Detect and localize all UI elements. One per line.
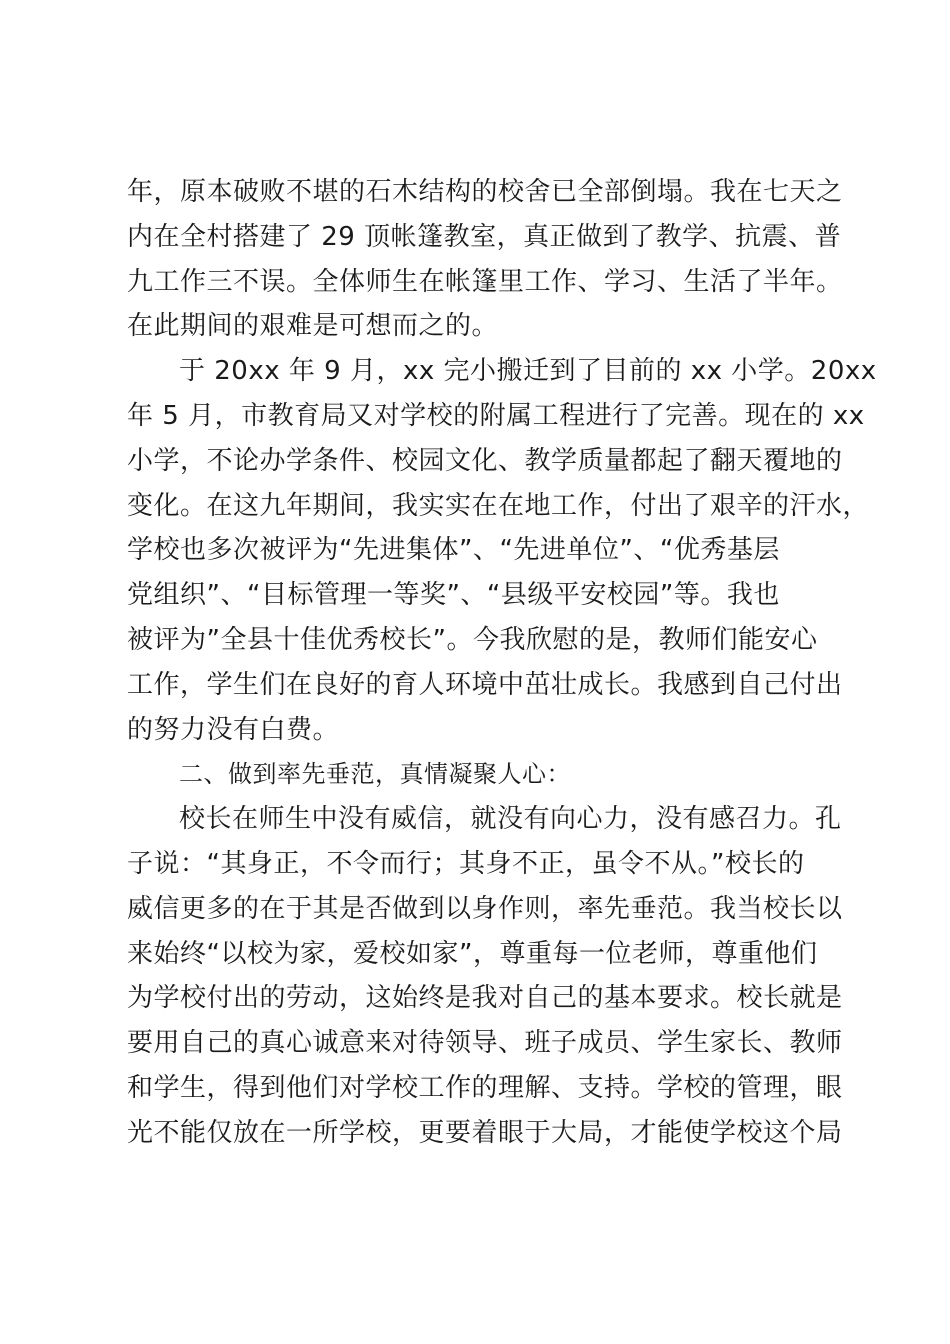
text-line: 年 5 月，市教育局又对学校的附属工程进行了完善。现在的 xx <box>127 400 865 431</box>
text-line: 工作，学生们在良好的育人环境中茁壮成长。我感到自己付出 <box>127 669 843 700</box>
text-line: 子说：“其身正，不令而行；其身不正，虽令不从。”校长的 <box>127 848 805 879</box>
document-body <box>127 170 877 1156</box>
section-heading: 二、做到率先垂范，真情凝聚人心： <box>179 760 571 789</box>
paragraph-first-line: 校长在师生中没有威信，就没有向心力，没有感召力。孔 <box>179 804 842 835</box>
text-line: 变化。在这九年期间，我实实在在地工作，付出了艰辛的汗水， <box>127 490 870 521</box>
text-line: 九工作三不误。全体师生在帐篷里工作、学习、生活了半年。 <box>127 266 843 297</box>
text-line: 在此期间的艰难是可想而之的。 <box>127 311 499 342</box>
text-line: 党组织”、“目标管理一等奖”、“县级平安校园”等。我也 <box>127 580 780 611</box>
text-line: 年，原本破败不堪的石木结构的校舍已全部倒塌。我在七天之 <box>127 177 843 207</box>
paragraph-first-line: 于 20xx 年 9 月，xx 完小搬迁到了目前的 xx 小学。20xx <box>179 356 877 387</box>
text-line: 来始终“以校为家，爱校如家”，尊重每一位老师，尊重他们 <box>127 938 818 969</box>
text-line: 的努力没有白费。 <box>127 714 340 745</box>
text-line: 威信更多的在于其是否做到以身作则，率先垂范。我当校长以 <box>127 893 843 924</box>
text-line: 光不能仅放在一所学校，更要着眼于大局，才能使学校这个局 <box>127 1117 843 1148</box>
text-line: 为学校付出的劳动，这始终是我对自己的基本要求。校长就是 <box>127 983 843 1014</box>
text-line: 要用自己的真心诚意来对待领导、班子成员、学生家长、教师 <box>127 1028 843 1059</box>
text-line: 学校也多次被评为“先进集体”、“先进单位”、“优秀基层 <box>127 535 780 566</box>
text-line: 和学生，得到他们对学校工作的理解、支持。学校的管理，眼 <box>127 1072 843 1103</box>
text-line: 被评为”全县十佳优秀校长”。今我欣慰的是，教师们能安心 <box>127 624 818 655</box>
text-line: 内在全村搭建了 29 顶帐篷教室，真正做到了教学、抗震、普 <box>127 221 842 252</box>
text-line: 小学，不论办学条件、校园文化、教学质量都起了翻天覆地的 <box>127 445 843 476</box>
